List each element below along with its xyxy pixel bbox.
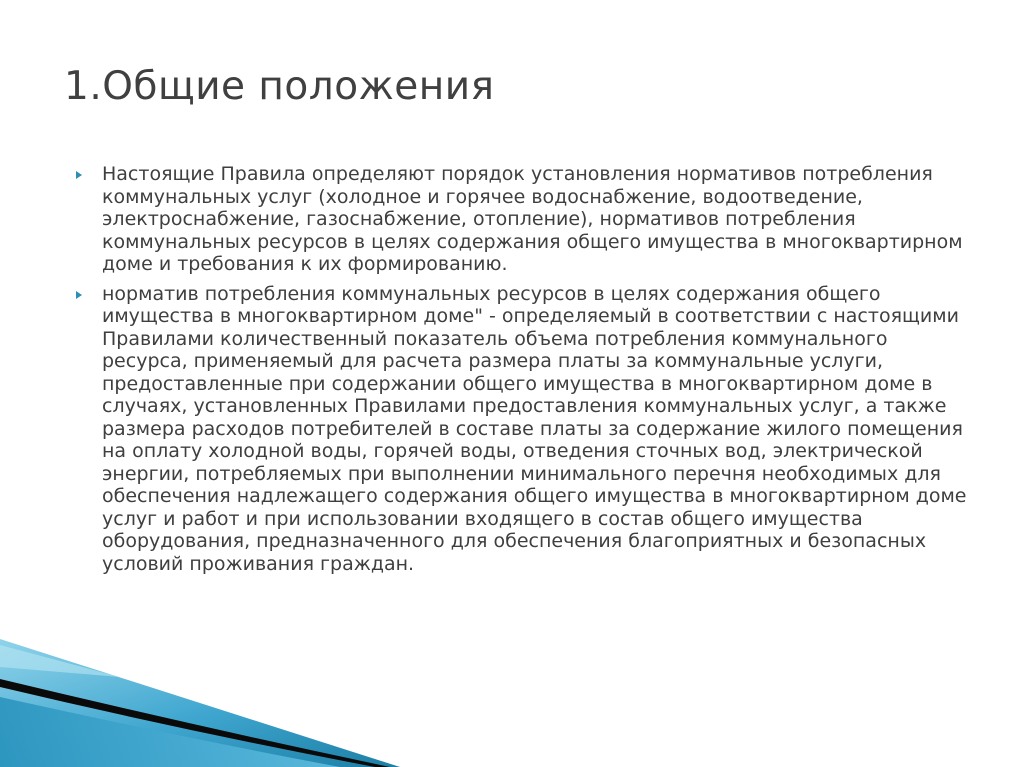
bullet-text: Настоящие Правила определяют порядок установления нормативов потребления коммунальных услуг (холодное и горячее водоснабжение, водоотведение, электроснабжение, газоснабжение, отопление), нормативов потребления коммунальных ресурсов в целях содержания общего имущества в многоквартирном доме и требования к их формированию.: [102, 163, 963, 275]
bullet-list: [76, 163, 976, 582]
bullet-arrow-icon: [76, 171, 82, 179]
bullet-arrow-icon: [76, 291, 82, 299]
corner-wave-decoration: [0, 637, 400, 767]
bullet-text: норматив потребления коммунальных ресурсов в целях содержания общего имущества в многоквартирном доме" - определяемый в соответствии с настоящими Правилами количественный показатель объема потребления коммунального ресурса, применяемый для расчета размера платы за коммунальные услуги, предоставленные при содержании общего имущества в многоквартирном доме в случаях, установленных Правилами предоставления коммунальных услуг, а также размера расходов потребителей в составе платы за содержание жилого помещения на оплату холодной воды, горячей воды, отведения сточных вод, электрической энергии, потребляемых при выполнении минимального перечня необходимых для обеспечения надлежащего содержания общего имущества в многоквартирном доме услуг и работ и при использовании входящего в состав общего имущества оборудования, предназначенного для обеспечения благоприятных и безопасных условий проживания граждан.: [102, 282, 967, 575]
bullet-item: [76, 283, 976, 576]
bullet-item: [76, 163, 976, 276]
slide-title: 1.Общие положения: [64, 64, 495, 109]
